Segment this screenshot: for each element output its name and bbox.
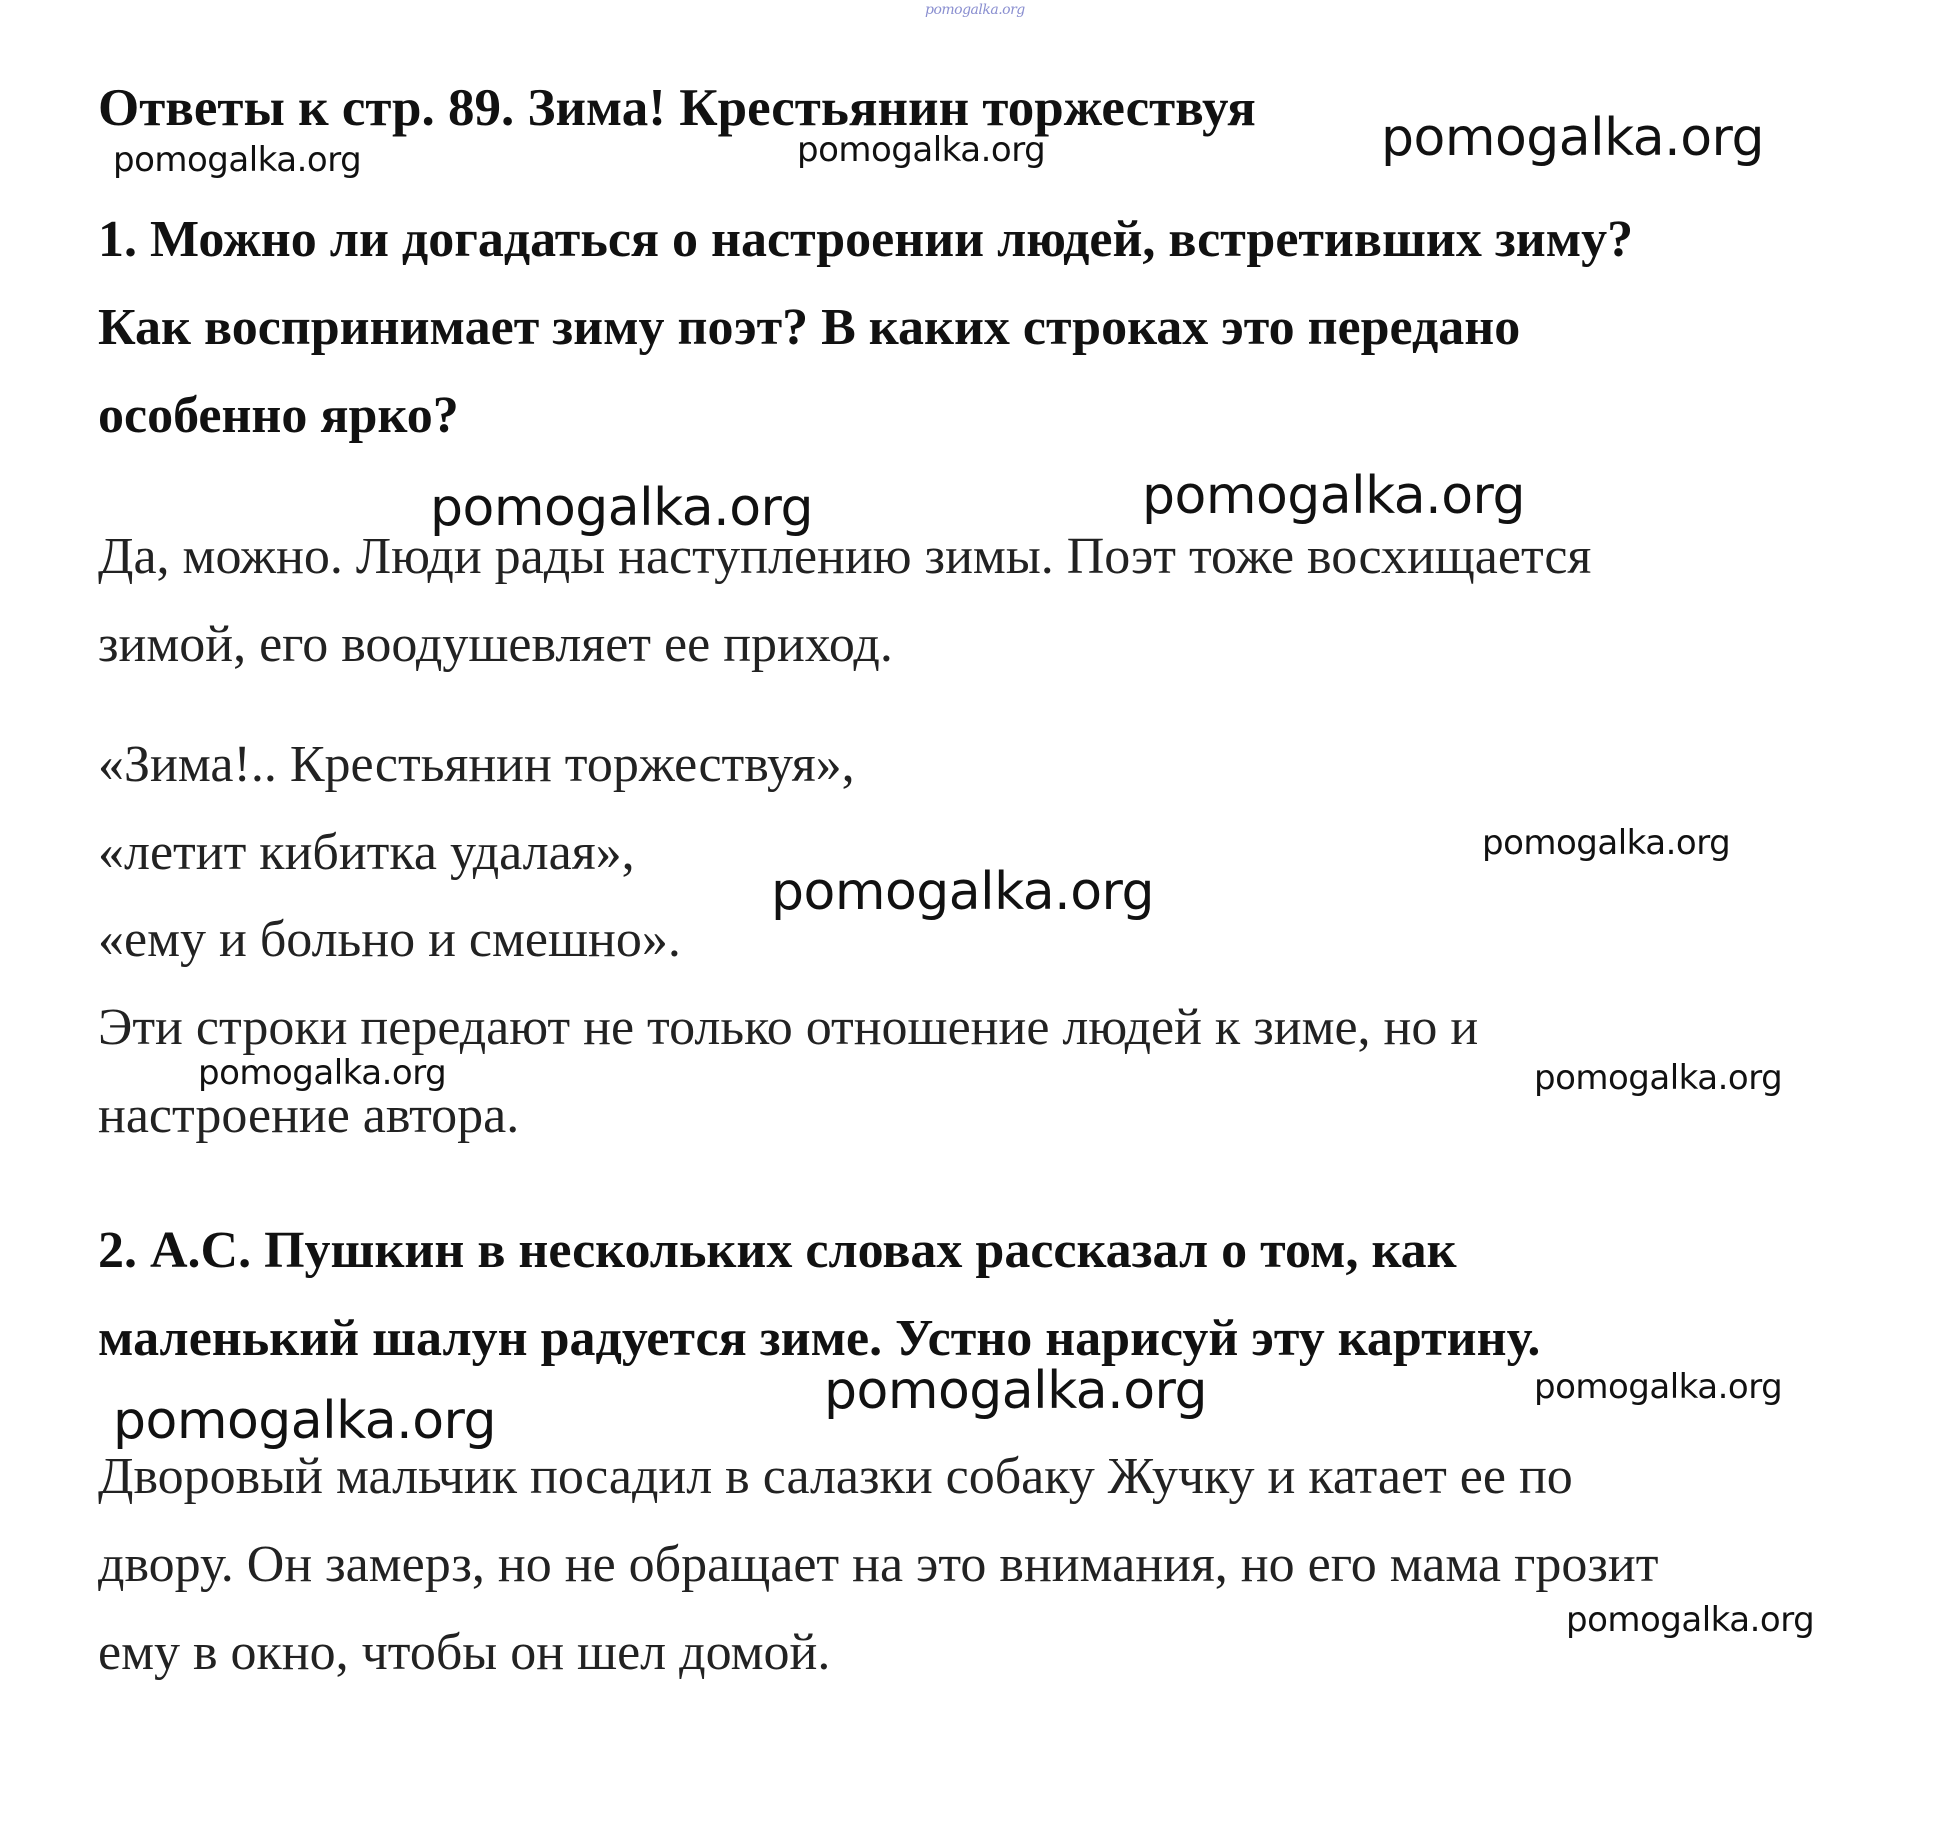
answer-1-line-2: зимой, его воодушевляет ее приход. — [98, 616, 893, 673]
quote-2: «летит кибитка удалая», — [98, 824, 635, 881]
answer-2-line-2: двору. Он замерз, но не обращает на это внимания, но его мама грозит — [98, 1536, 1659, 1593]
quote-1: «Зима!.. Крестьянин торжествуя», — [98, 736, 855, 793]
question-1-line-3: особенно ярко? — [98, 387, 459, 444]
answer-2-line-3: ему в окно, чтобы он шел домой. — [98, 1624, 831, 1681]
quote-3: «ему и больно и смешно». — [98, 911, 681, 968]
question-2-line-1: 2. А.С. Пушкин в нескольких словах рассказал о том, как — [98, 1222, 1457, 1279]
watermark: pomogalka.org — [771, 862, 1154, 922]
answer-1-line-1: Да, можно. Люди рады наступлению зимы. Поэт тоже восхищается — [98, 528, 1592, 585]
conclusion-line-2: настроение автора. — [98, 1087, 520, 1144]
page-title: Ответы к стр. 89. Зима! Крестьянин торжествуя — [98, 79, 1256, 137]
watermark: pomogalka.org — [1534, 1058, 1783, 1098]
watermark: pomogalka.org — [1482, 823, 1731, 863]
watermark: pomogalka.org — [113, 140, 362, 180]
question-1-line-1: 1. Можно ли догадаться о настроении людей, встретивших зиму? — [98, 211, 1634, 268]
watermark: pomogalka.org — [430, 478, 813, 538]
watermark: pomogalka.org — [1534, 1367, 1783, 1407]
watermark: pomogalka.org — [1142, 466, 1525, 526]
question-2-line-2: маленький шалун радуется зиме. Устно нарисуй эту картину. — [98, 1310, 1541, 1367]
watermark: pomogalka.org — [198, 1053, 447, 1093]
watermark: pomogalka.org — [1381, 108, 1764, 168]
watermark: pomogalka.org — [797, 130, 1046, 170]
question-1-line-2: Как воспринимает зиму поэт? В каких строках это передано — [98, 299, 1521, 356]
watermark: pomogalka.org — [824, 1361, 1207, 1421]
watermark: pomogalka.org — [1566, 1600, 1815, 1640]
top-watermark: pomogalka.org — [925, 2, 1025, 18]
watermark: pomogalka.org — [113, 1391, 496, 1451]
conclusion-line-1: Эти строки передают не только отношение людей к зиме, но и — [98, 999, 1479, 1056]
answer-2-line-1: Дворовый мальчик посадил в салазки собаку Жучку и катает ее по — [98, 1448, 1573, 1505]
